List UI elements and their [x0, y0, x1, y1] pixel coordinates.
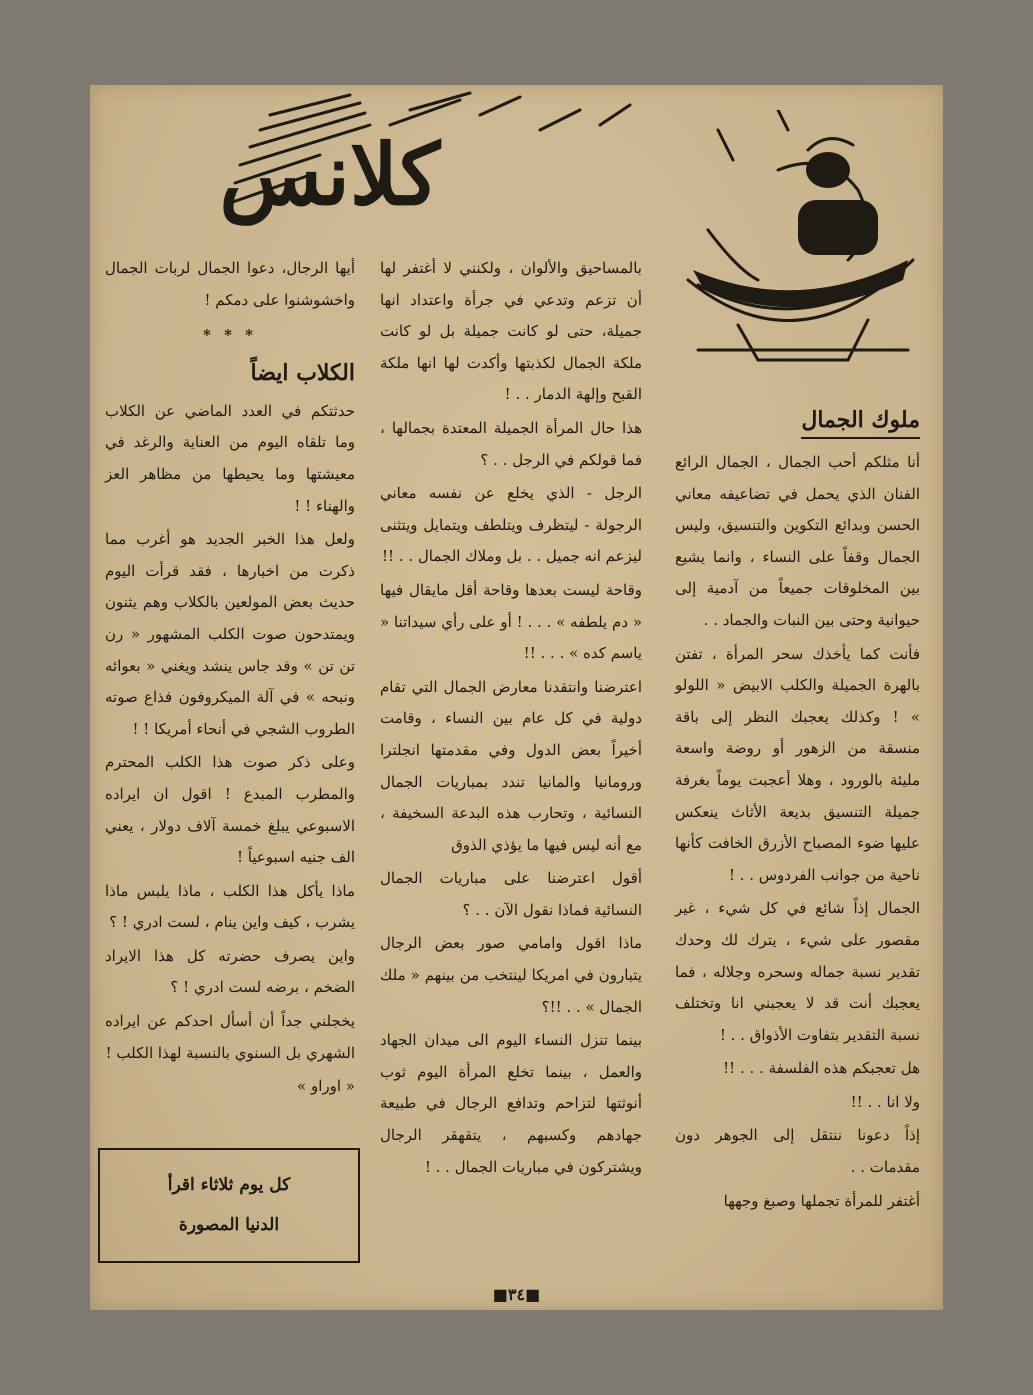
paragraph: ماذا اقول وامامي صور بعض الرجال يتبارون في امريكا لينتخب من بينهم « ملك الجمال » . . !!؟: [380, 934, 642, 1016]
paragraph: الرجل - الذي يخلع عن نفسه معاني الرجولة - ليتظرف ويتلطف ويتمايل ويتثنى ليزعم انه جميل . . بل وملاك الجمال . . !!: [380, 484, 642, 566]
advert-line: كل يوم ثلاثاء اقرأ: [167, 1175, 291, 1195]
section-title-dogs-too: الكلاب ايضاً: [250, 359, 355, 386]
paragraph: فأنت كما يأخذك سحر المرأة ، تفتن بالهرة الجميلة والكلب الابيض « اللولو » ! وكذلك يعجبك النظر إلى باقة منسقة من الزهور أو روضة واسعة مليئة بالورود ، وهلا أعجبت يوماً بغرفة جميلة التنسيق بديعة الأثاث ينعكس عليها ضوء المصباح الأزرق الخافت كأنها ناحية من جوانب الفردوس . . !: [675, 644, 920, 884]
paragraph: أغتفر للمرأة تجملها وصبغ وجهها: [723, 1191, 920, 1210]
paragraph: ماذا يأكل هذا الكلب ، ماذا يلبس ماذا يشرب ، كيف واين ينام ، لست ادري ! ؟: [105, 881, 355, 932]
paragraph: إذاً دعونا ننتقل إلى الجوهر دون مقدمات . .: [675, 1126, 920, 1177]
paragraph: واين يصرف حضرته كل هذا الايراد الضخم ، برضه لست ادري ! ؟: [105, 946, 355, 997]
paragraph: يخجلني جداً أن أسأل احدكم عن ايراده الشهري بل السنوي بالنسبة لهذا الكلب !: [105, 1012, 355, 1062]
column-middle: [380, 253, 642, 1185]
section-divider: * * *: [203, 326, 257, 345]
paragraph: وعلى ذكر صوت هذا الكلب المحترم والمطرب المبدع ! اقول ان ايراده الاسبوعي يبلغ خمسة آلاف دولار ، يعني الف جنيه اسبوعياً !: [105, 753, 355, 867]
advert-box: [98, 1148, 360, 1263]
paragraph: ولا انا . . !!: [850, 1092, 920, 1111]
paragraph: أنا مثلكم أحب الجمال ، الجمال الرائع الفنان الذي يحمل في تضاعيفه معاني الحسن وبدائع التكوين والتنسيق، وليس الجمال وقفاً على النساء ، وانما يشيع بين المخلوقات جميعاً من آدمية إلى حيوانية وحتى بين النبات والجماد . .: [675, 453, 920, 629]
paragraph: أقول اعترضنا على مباريات الجمال النسائية فماذا نقول الآن . . ؟: [380, 869, 642, 919]
paragraph: هل تعجبكم هذه الفلسفة . . . !!: [723, 1059, 920, 1078]
masthead: [160, 85, 640, 245]
column-right: [675, 405, 920, 1219]
intro-paragraph: أيها الرجال، دعوا الجمال لربات الجمال واخشوشنوا على دمكم !: [105, 259, 355, 309]
paragraph: اعترضنا وانتقدنا معارض الجمال التي تقام دولية في كل عام بين النساء ، وقامت أخيراً بعض الدول وفي مقدمتها انجلترا ورومانيا والمانيا تندد بمباريات الجمال النسائية ، وتحارب هذه البدعة السخيفة ، مع أنه ليس فيها ما يؤذي الذوق: [380, 677, 642, 854]
paragraph: بينما تنزل النساء اليوم الى ميدان الجهاد والعمل ، بينما تخلع المرأة اليوم ثوب أنوثتها لتزاحم وتدافع الرجال في طبيعة جهادهم وكسبهم ، يتقهقر الرجال ويشتركون في مباريات الجمال . . !: [380, 1031, 642, 1176]
paragraph: ولعل هذا الخبر الجديد هو أغرب مما ذكرت من اخبارها ، فقد قرأت اليوم حديث بعض المولعين بالكلاب وهم يثنون ويمتدحون صوت الكلب المشهور « رن تن تن » وقد جاس ينشد ويغني « بعوائه ونبحه » في آلة الميكروفون فذاع صوته الطروب الشجي في أنحاء أمريكا ! !: [105, 530, 355, 738]
magazine-page: [90, 85, 943, 1310]
author-signature: « اوراو »: [297, 1077, 355, 1096]
paragraph: هذا حال المرأة الجميلة المعتدة بجمالها ، فما قولكم في الرجل . . ؟: [380, 418, 642, 469]
paragraph: وقاحة ليست بعدها وقاحة أقل مايقال فيها « دم يلطفه » . . . ! أو على رأي سيداتنا « ياسم كده » . . . !!: [380, 580, 642, 663]
page-number: ■٣٤■: [492, 1285, 541, 1304]
section-title-kings-of-beauty: ملوك الجمال: [801, 405, 920, 439]
advert-magazine-name: الدنيا المصورة: [178, 1215, 280, 1235]
paragraph: حدثتكم في العدد الماضي عن الكلاب وما تلقاه اليوم من العناية والرغد في معيشتها وما يحيطها من مظاهر العز والهناء ! !: [105, 401, 355, 515]
cartoon-illustration-icon: [678, 110, 923, 370]
paragraph: بالمساحيق والألوان ، ولكنني لا أغتفر لها أن تزعم وتدعي في جرأة واعتداد انها جميلة، حتى لو كانت جميلة بل لو كانت ملكة الجمال لكذبتها وأكدت لها انها ملكة القبح وإلهة الدمار . . !: [380, 259, 642, 404]
column-left: [105, 253, 355, 1103]
paragraph: الجمال إذاً شائع في كل شيء ، غير مقصور على شيء ، يترك لك وحدك تقدير نسبة جماله وسحره وجلاله ، فما يعجبك أنت قد لا يعجبني انا وتختلف نسبة التقدير بتفاوت الأذواق . . !: [675, 899, 920, 1044]
masthead-title: كلانس: [219, 125, 440, 224]
